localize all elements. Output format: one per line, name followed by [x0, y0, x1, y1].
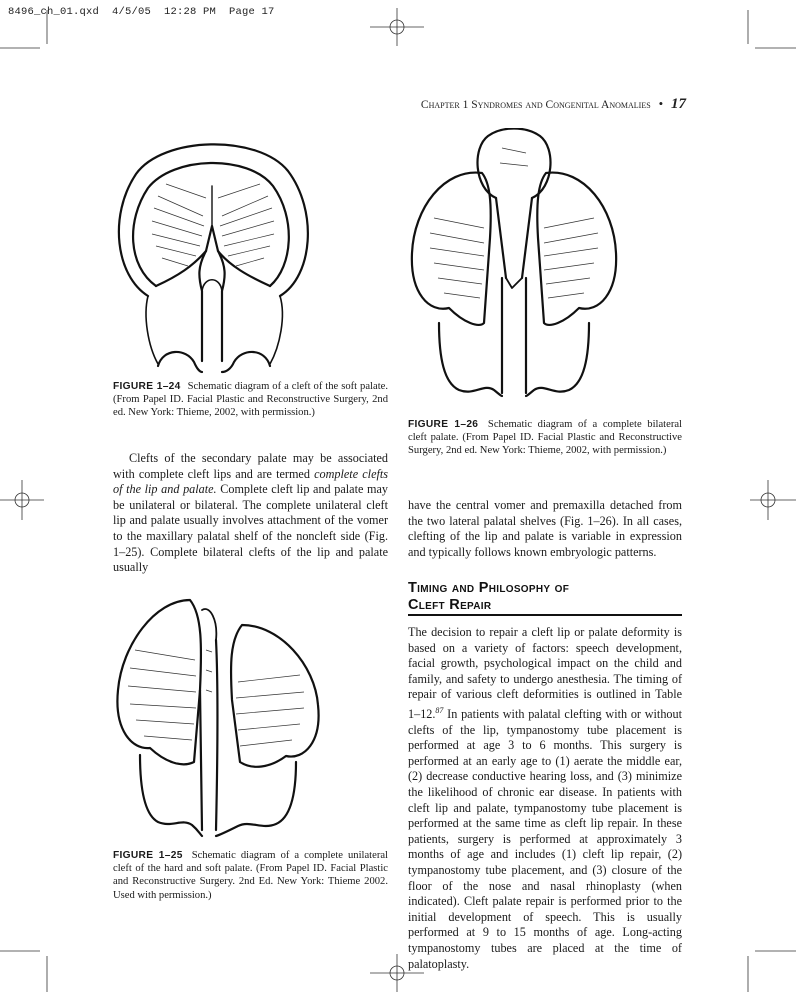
section-body-paragraph	[408, 625, 682, 972]
section-heading-line-2: Cleft Repair	[408, 597, 492, 613]
left-paragraph-emphasis: complete clefts of the lip and palate.	[113, 466, 388, 497]
figure-1-26-illustration	[404, 128, 624, 408]
figure-1-25-caption	[113, 849, 388, 902]
figure-1-26-label: FIGURE 1–26	[408, 419, 479, 430]
chapter-title: Chapter 1 Syndromes and Congenital Anomalies	[420, 99, 651, 111]
figure-1-24-caption	[113, 380, 388, 420]
figure-1-24-illustration	[108, 126, 318, 376]
figure-1-26-caption	[408, 418, 682, 458]
page-number: 17	[671, 96, 686, 112]
left-paragraph-text-a: Clefts of the secondary palate may be associated with complete cleft lips and are termed	[113, 451, 388, 481]
figure-1-26-text: Schematic diagram of a complete bilateral cleft palate. (From Papel ID. Facial Plastic and Reconstructive Surgery, 2nd ed. New York: Thieme, 2002, with permission.)	[408, 419, 682, 457]
left-body-paragraph	[113, 451, 388, 576]
section-heading-rule	[408, 614, 682, 616]
running-head	[396, 96, 686, 113]
reference-superscript: 87	[435, 705, 444, 715]
left-paragraph-text-b: Complete cleft lip and palate may be unilateral or bilateral. The complete unilateral cleft lip and palate usually involves attachment of the vomer to the maxillary palatal shelf of the noncleft side (Fig. 1–25). Complete bilateral clefts of the lip and palate usually	[113, 482, 389, 575]
section-heading-line-1: Timing and Philosophy of	[408, 580, 570, 596]
figure-1-25-label: FIGURE 1–25	[113, 850, 183, 861]
bullet: •	[658, 96, 664, 111]
section-heading	[408, 580, 682, 614]
figure-1-25-illustration	[110, 590, 330, 845]
right-continued-paragraph	[408, 498, 682, 560]
figure-1-24-text: Schematic diagram of a cleft of the soft palate. (From Papel ID. Facial Plastic and Reconstructive Surgery, 2nd ed. New York: Thieme, 2002, with permission.)	[113, 381, 388, 419]
section-text-a: The decision to repair a cleft lip or palate deformity is based on a variety of factors: speech development, facial growth, psychological impact on the child and family, and safety to undergo anesthesia. The timing of repair of various cleft deformities is outlined in Table 1–12.	[408, 625, 682, 722]
figure-1-24-label: FIGURE 1–24	[113, 381, 181, 392]
section-text-b: In patients with palatal clefting with or without clefts of the lip, tympanostomy tube placement is performed at age 3 to 6 months. This surgery is performed at an early age to (1) aerate the middle ear, (2) decrease conductive hearing loss, and (3) minimize the likelihood of chronic ear disease. In patients with cleft lip and palate, tympanostomy tube placement is performed at the same time as cleft lip repair. In these patients, surgery is performed at approximately 3 months of age and includes (1) cleft lip repair, (2) tympanostomy tube placement, and (3) closure of the floor of the nose and nasal rhinoplasty (when indicated). Cleft palate repair is performed prior to the initial development of speech. This is usually performed at 9 to 15 months of age. Long-acting tympanostomy tubes are placed at the time of palatoplasty.	[408, 707, 682, 971]
right-continued-text: have the central vomer and premaxilla detached from the two lateral palatal shelves (Fig. 1–26). In all cases, clefting of the lip and palate is variable in expression and typically follows known embryologic patterns.	[408, 498, 682, 559]
figure-1-25-text: Schematic diagram of a complete unilateral cleft of the hard and soft palate. (From Papel ID. Facial Plastic and Reconstructive Surgery. 2nd Ed. New York: Thieme 2002. Used with permission.)	[113, 850, 388, 901]
printer-slug: 8496_ch_01.qxd 4/5/05 12:28 PM Page 17	[8, 6, 275, 18]
